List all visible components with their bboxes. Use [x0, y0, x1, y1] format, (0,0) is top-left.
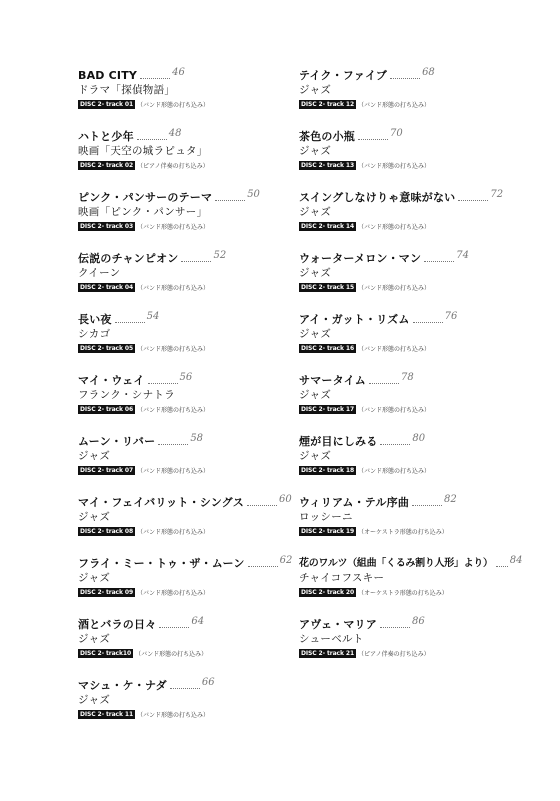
song-source: ロッシーニ — [299, 511, 353, 523]
dot-leader — [413, 322, 443, 323]
dot-leader — [380, 627, 410, 628]
song-entry — [299, 249, 524, 310]
song-title: 長い夜 — [78, 313, 112, 326]
arrangement-note: （バンド形態の打ち込み） — [137, 529, 210, 536]
song-title: マイ・ウェイ — [78, 374, 145, 387]
dot-leader — [380, 444, 410, 445]
track-badge: DISC 2- track 20 — [301, 589, 355, 596]
song-title: 酒とバラの日々 — [78, 618, 157, 631]
track-badge: DISC 2- track 18 — [301, 467, 355, 474]
track-badge: DISC 2- track 06 — [80, 406, 134, 413]
track-badge: DISC 2- track 16 — [301, 345, 355, 352]
song-entry — [299, 554, 524, 615]
arrangement-note: （ピアノ伴奏の打ち込み） — [358, 651, 430, 658]
song-source: シューベルト — [299, 633, 364, 645]
arrangement-note: （バンド形態の打ち込み） — [358, 224, 431, 231]
song-title: ピンク・パンサーのテーマ — [78, 191, 213, 204]
song-source: ジャズ — [78, 572, 111, 584]
song-entry — [78, 127, 318, 188]
song-title: ハトと少年 — [78, 130, 134, 143]
arrangement-note: （バンド形態の打ち込み） — [358, 407, 431, 414]
song-title: テイク・ファイブ — [299, 69, 388, 82]
song-entry — [78, 615, 318, 676]
arrangement-note: （ピアノ伴奏の打ち込み） — [137, 163, 209, 170]
song-entry — [299, 615, 524, 676]
dot-leader — [247, 505, 277, 506]
song-entry — [299, 188, 524, 249]
song-title: BAD CITY — [78, 69, 138, 82]
arrangement-note: （オーケストラ形態の打ち込み） — [358, 529, 448, 536]
page-number: 76 — [444, 311, 458, 322]
dot-leader — [458, 200, 488, 201]
arrangement-note: （バンド形態の打ち込み） — [358, 285, 431, 292]
song-source: 映画「ピンク・パンサー」 — [78, 206, 208, 218]
song-source: ジャズ — [78, 633, 111, 645]
song-source: シカゴ — [78, 328, 111, 340]
arrangement-note: （バンド形態の打ち込み） — [137, 224, 210, 231]
dot-leader — [148, 383, 178, 384]
song-title: フライ・ミー・トゥ・ザ・ムーン — [78, 557, 245, 570]
page-number: 72 — [490, 189, 504, 200]
arrangement-note: （バンド形態の打ち込み） — [358, 346, 431, 353]
dot-leader — [137, 139, 167, 140]
track-badge: DISC 2- track 17 — [301, 406, 355, 413]
arrangement-note: （バンド形態の打ち込み） — [358, 102, 431, 109]
page-number: 48 — [168, 128, 182, 139]
song-entry — [78, 676, 318, 737]
page-number: 78 — [400, 372, 414, 383]
song-title: ウォーターメロン・マン — [299, 252, 422, 265]
song-entry — [78, 66, 318, 127]
dot-leader — [158, 444, 188, 445]
right-column — [299, 66, 524, 676]
song-entry — [299, 127, 524, 188]
song-title: ウィリアム・テル序曲 — [299, 496, 410, 509]
page-number: 70 — [390, 128, 403, 139]
song-source: ジャズ — [299, 389, 332, 401]
song-source: ジャズ — [299, 206, 332, 218]
page-number: 80 — [412, 433, 426, 444]
song-entry — [299, 493, 524, 554]
song-source: ジャズ — [299, 145, 332, 157]
song-source: クイーン — [78, 267, 121, 279]
song-title: アヴェ・マリア — [299, 618, 377, 631]
dot-leader — [115, 322, 145, 323]
page-number: 84 — [509, 555, 523, 566]
page-number: 74 — [456, 250, 469, 261]
track-badge: DISC 2- track 09 — [80, 589, 134, 596]
song-title: 煙が目にしみる — [299, 435, 378, 448]
arrangement-note: （オーケストラ形態の打ち込み） — [358, 590, 448, 597]
song-source: ジャズ — [299, 450, 332, 462]
page-number: 56 — [179, 372, 193, 383]
track-badge: DISC 2- track 03 — [80, 223, 134, 230]
track-badge: DISC 2- track 02 — [80, 162, 134, 169]
dot-leader — [390, 78, 420, 79]
song-entry — [299, 371, 524, 432]
arrangement-note: （バンド形態の打ち込み） — [137, 102, 210, 109]
track-badge: DISC 2- track 08 — [80, 528, 134, 535]
dot-leader — [412, 505, 442, 506]
song-source: ジャズ — [78, 511, 111, 523]
song-entry — [78, 310, 318, 371]
song-entry — [78, 188, 318, 249]
song-title: サマータイム — [299, 374, 366, 387]
song-source: ジャズ — [78, 694, 111, 706]
dot-leader — [369, 383, 399, 384]
page-number: 68 — [422, 67, 435, 78]
track-badge: DISC 2- track 14 — [301, 223, 355, 230]
song-title: 伝説のチャンピオン — [78, 252, 179, 265]
song-source: フランク・シナトラ — [78, 389, 175, 401]
dot-leader — [181, 261, 211, 262]
song-title: アイ・ガット・リズム — [299, 313, 410, 326]
song-source: ジャズ — [299, 84, 332, 96]
song-entry — [78, 371, 318, 432]
arrangement-note: （バンド形態の打ち込み） — [137, 407, 210, 414]
arrangement-note: （バンド形態の打ち込み） — [137, 468, 210, 475]
dot-leader — [140, 78, 170, 79]
page-number: 64 — [191, 616, 205, 627]
song-entry — [299, 66, 524, 127]
dot-leader — [424, 261, 454, 262]
page-number: 58 — [190, 433, 204, 444]
track-badge: DISC 2- track 11 — [80, 711, 134, 718]
dot-leader — [496, 566, 508, 567]
song-source: 映画「天空の城ラピュタ」 — [78, 145, 208, 157]
page-number: 66 — [201, 677, 215, 688]
page-number: 46 — [172, 67, 185, 78]
page-number: 60 — [278, 494, 292, 505]
track-badge: DISC 2- track 01 — [80, 101, 134, 108]
dot-leader — [358, 139, 388, 140]
arrangement-note: （バンド形態の打ち込み） — [137, 712, 210, 719]
song-entry — [78, 432, 318, 493]
track-badge: DISC 2- track 07 — [80, 467, 134, 474]
song-title: 花のワルツ（組曲「くるみ割り人形」より） — [299, 558, 493, 569]
page-number: 54 — [146, 311, 160, 322]
dot-leader — [248, 566, 278, 567]
track-badge: DISC 2- track 19 — [301, 528, 355, 535]
page-number: 52 — [213, 250, 227, 261]
arrangement-note: （バンド形態の打ち込み） — [137, 590, 210, 597]
track-badge: DISC 2- track 12 — [301, 101, 355, 108]
track-badge: DISC 2- track 21 — [301, 650, 355, 657]
arrangement-note: （バンド形態の打ち込み） — [135, 651, 208, 658]
track-badge: DISC 2- track 13 — [301, 162, 355, 169]
song-title: マシュ・ケ・ナダ — [78, 679, 167, 692]
track-badge: DISC 2- track 15 — [301, 284, 355, 291]
song-entry — [78, 493, 318, 554]
song-source: ドラマ「探偵物語」 — [78, 84, 176, 96]
song-title: 茶色の小瓶 — [299, 130, 355, 143]
song-entry — [299, 310, 524, 371]
song-source: ジャズ — [299, 328, 332, 340]
track-badge: DISC 2- track10 — [80, 650, 132, 657]
left-column — [78, 66, 318, 737]
dot-leader — [159, 627, 189, 628]
arrangement-note: （バンド形態の打ち込み） — [358, 163, 431, 170]
song-entry — [78, 554, 318, 615]
song-source: ジャズ — [78, 450, 111, 462]
dot-leader — [215, 200, 245, 201]
track-badge: DISC 2- track 05 — [80, 345, 134, 352]
song-title: ムーン・リバー — [78, 435, 156, 448]
page-number: 62 — [279, 555, 293, 566]
song-entry — [299, 432, 524, 493]
dot-leader — [170, 688, 200, 689]
page-number: 50 — [247, 189, 260, 200]
song-entry — [78, 249, 318, 310]
song-source: チャイコフスキー — [299, 572, 385, 584]
song-source: ジャズ — [299, 267, 332, 279]
arrangement-note: （バンド形態の打ち込み） — [137, 346, 210, 353]
track-badge: DISC 2- track 04 — [80, 284, 134, 291]
page-number: 86 — [411, 616, 425, 627]
page-number: 82 — [444, 494, 457, 505]
arrangement-note: （バンド形態の打ち込み） — [137, 285, 210, 292]
arrangement-note: （バンド形態の打ち込み） — [358, 468, 431, 475]
song-title: スイングしなけりゃ意味がない — [299, 191, 456, 204]
song-title: マイ・フェイバリット・シングス — [78, 496, 244, 509]
